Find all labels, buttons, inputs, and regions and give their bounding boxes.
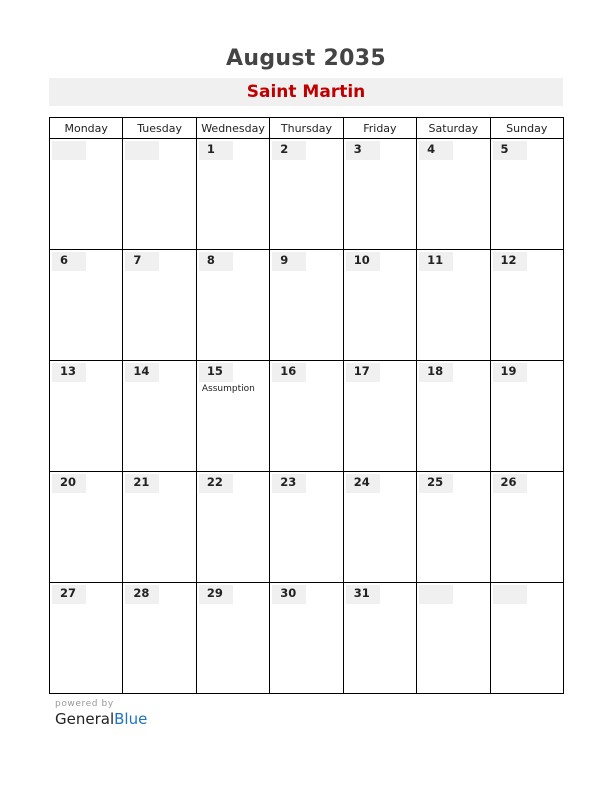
week-row (50, 250, 564, 361)
date-number: 25 (427, 475, 444, 489)
date-tab (419, 585, 453, 604)
region-name: Saint Martin (246, 82, 366, 102)
date-tab (272, 252, 306, 271)
date-number: 19 (500, 364, 517, 378)
weekday-header-monday: Monday (50, 118, 123, 139)
day-cell[interactable] (343, 583, 416, 694)
date-number: 16 (280, 364, 297, 378)
day-cell[interactable] (490, 472, 563, 583)
date-number: 22 (206, 475, 223, 489)
week-row (50, 139, 564, 250)
day-cell[interactable] (270, 139, 343, 250)
day-cell[interactable] (270, 583, 343, 694)
weekday-header-sunday: Sunday (490, 118, 563, 139)
weekday-header-saturday: Saturday (417, 118, 490, 139)
day-cell[interactable] (196, 139, 269, 250)
day-cell[interactable] (417, 139, 490, 250)
day-cell[interactable] (123, 361, 196, 472)
empty-day-cell (123, 139, 196, 250)
page-title: August 2035 (226, 46, 386, 71)
date-number: 15 (206, 364, 223, 378)
date-tab (272, 141, 306, 160)
day-cell[interactable] (343, 250, 416, 361)
empty-day-cell (490, 583, 563, 694)
weekday-header-thursday: Thursday (270, 118, 343, 139)
day-cell[interactable] (123, 583, 196, 694)
week-row (50, 583, 564, 694)
day-cell[interactable] (196, 250, 269, 361)
day-cell[interactable] (270, 472, 343, 583)
date-number: 8 (206, 253, 215, 267)
date-number: 2 (280, 142, 289, 156)
date-number: 10 (353, 253, 370, 267)
day-cell[interactable] (50, 472, 123, 583)
date-number: 3 (353, 142, 362, 156)
brand-part2: Blue (114, 710, 148, 728)
date-number: 21 (133, 475, 150, 489)
day-cell[interactable] (417, 472, 490, 583)
day-cell[interactable] (490, 250, 563, 361)
weekday-header-friday: Friday (343, 118, 416, 139)
date-number: 17 (353, 364, 370, 378)
date-number: 4 (427, 142, 436, 156)
week-row (50, 361, 564, 472)
date-number: 12 (500, 253, 517, 267)
date-number: 26 (500, 475, 517, 489)
date-number: 9 (280, 253, 289, 267)
day-cell[interactable] (196, 361, 269, 472)
date-tab (52, 141, 86, 160)
date-number: 28 (133, 586, 150, 600)
date-number: 24 (353, 475, 370, 489)
date-tab (199, 252, 233, 271)
date-tab (493, 141, 527, 160)
weekday-header-wednesday: Wednesday (196, 118, 269, 139)
date-number: 11 (427, 253, 444, 267)
date-number: 31 (353, 586, 370, 600)
date-number: 29 (206, 586, 223, 600)
day-cell[interactable] (123, 472, 196, 583)
date-number: 5 (500, 142, 509, 156)
date-tab (52, 252, 86, 271)
day-cell[interactable] (50, 583, 123, 694)
date-number: 27 (60, 586, 77, 600)
region-bar (49, 78, 563, 106)
day-cell[interactable] (50, 250, 123, 361)
powered-by-text: powered by (55, 699, 114, 709)
weekday-header-tuesday: Tuesday (123, 118, 196, 139)
generalblue-logo[interactable] (55, 710, 147, 728)
date-number: 20 (60, 475, 77, 489)
date-number: 14 (133, 364, 150, 378)
day-cell[interactable] (270, 361, 343, 472)
day-cell[interactable] (50, 361, 123, 472)
day-cell[interactable] (343, 361, 416, 472)
date-number: 23 (280, 475, 297, 489)
day-cell[interactable] (270, 250, 343, 361)
date-number: 30 (280, 586, 297, 600)
date-number: 13 (60, 364, 77, 378)
calendar-grid (49, 117, 564, 694)
day-cell[interactable] (343, 139, 416, 250)
date-tab (125, 252, 159, 271)
date-tab (125, 141, 159, 160)
brand-part1: General (55, 710, 115, 728)
empty-day-cell (417, 583, 490, 694)
date-number: 7 (133, 253, 142, 267)
date-tab (493, 585, 527, 604)
day-cell[interactable] (196, 472, 269, 583)
date-tab (419, 141, 453, 160)
day-cell[interactable] (490, 361, 563, 472)
weekday-header-row (50, 118, 564, 139)
calendar-body (50, 139, 564, 694)
date-number: 1 (206, 142, 215, 156)
day-cell[interactable] (490, 139, 563, 250)
date-number: 6 (60, 253, 69, 267)
day-cell[interactable] (417, 250, 490, 361)
date-number: 18 (427, 364, 444, 378)
day-cell[interactable] (123, 250, 196, 361)
date-tab (199, 141, 233, 160)
day-cell[interactable] (343, 472, 416, 583)
date-tab (346, 141, 380, 160)
day-cell[interactable] (196, 583, 269, 694)
empty-day-cell (50, 139, 123, 250)
week-row (50, 472, 564, 583)
holiday-label: Assumption (201, 384, 255, 394)
footer (55, 699, 147, 728)
day-cell[interactable] (417, 361, 490, 472)
